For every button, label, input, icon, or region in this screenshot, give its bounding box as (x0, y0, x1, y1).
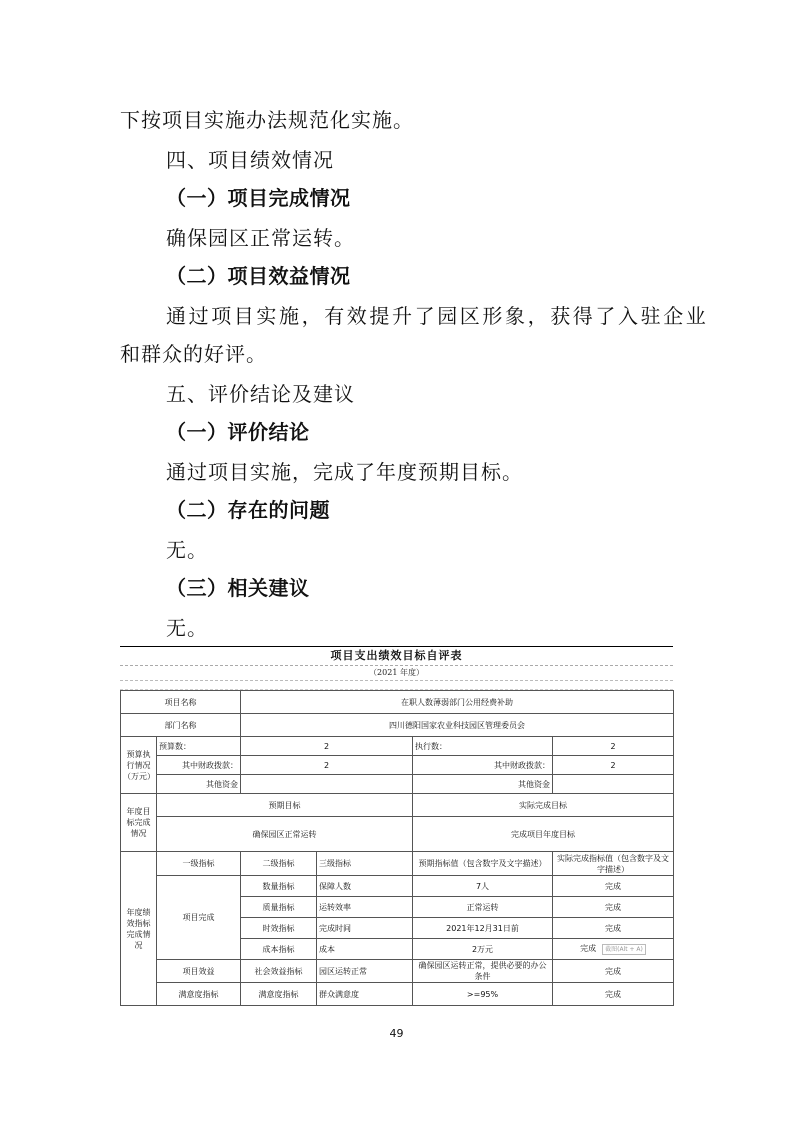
indicator-actual: 完成 (553, 918, 674, 939)
paragraph-suggestions: 无。 (166, 616, 208, 640)
indicator-l3: 保障人数 (317, 876, 413, 897)
paragraph-benefit-line2: 和群众的好评。 (120, 342, 267, 366)
benefit-l3: 园区运转正常 (317, 960, 413, 983)
table-row (121, 756, 674, 775)
other-exec-value (553, 775, 674, 794)
performance-table (120, 690, 674, 1006)
table-title: 项目支出绩效目标自评表 (120, 646, 673, 666)
indicator-l3: 运转效率 (317, 897, 413, 918)
paragraph-problems: 无。 (166, 538, 208, 562)
subheading-suggestions: （三）相关建议 (166, 576, 310, 600)
paragraph-continuation: 下按项目实施办法规范化实施。 (120, 108, 414, 132)
exec-label: 执行数： (413, 737, 553, 756)
table-row (121, 691, 674, 714)
table-row (121, 983, 674, 1006)
paragraph-benefit-line1: 通过项目实施，有效提升了园区形象，获得了入驻企业 (166, 304, 709, 328)
indicator-actual: 完成 (553, 876, 674, 897)
benefit-l1: 项目效益 (157, 960, 241, 983)
other-label: 其他资金 (157, 775, 241, 794)
subheading-conclusion: （一）评价结论 (166, 420, 310, 444)
indicator-section-label: 年度绩效指标完成情况 (121, 852, 157, 1006)
indicator-actual-text: 完成 (580, 944, 597, 953)
indicator-actual (553, 939, 674, 960)
section-heading-5: 五、评价结论及建议 (166, 382, 355, 406)
budget-label: 预算数： (157, 737, 241, 756)
subheading-benefit: （二）项目效益情况 (166, 264, 351, 288)
performance-table-block (120, 646, 673, 1006)
satisfaction-l3: 群众满意度 (317, 983, 413, 1006)
table-row (121, 737, 674, 756)
section-heading-4: 四、项目绩效情况 (166, 148, 334, 172)
indicator-actual: 完成 (553, 897, 674, 918)
project-name-value: 在职人数薄弱部门公用经费补助 (241, 691, 674, 714)
table-row (121, 960, 674, 983)
table-row (121, 775, 674, 794)
indicator-l2: 数量指标 (241, 876, 317, 897)
indicator-l2: 成本指标 (241, 939, 317, 960)
indicator-expected: 2021年12月31日前 (413, 918, 553, 939)
budget-value: 2 (241, 737, 413, 756)
indicator-l2: 时效指标 (241, 918, 317, 939)
paragraph-completion: 确保园区正常运转。 (166, 226, 355, 250)
page-number: 49 (389, 1027, 404, 1040)
other-value (241, 775, 413, 794)
benefit-l2: 社会效益指标 (241, 960, 317, 983)
fiscal-exec-value: 2 (553, 756, 674, 775)
indicator-l3: 成本 (317, 939, 413, 960)
subheading-problems: （二）存在的问题 (166, 498, 330, 522)
satisfaction-l2: 满意度指标 (241, 983, 317, 1006)
project-completion-label: 项目完成 (157, 876, 241, 960)
fiscal-label: 其中财政拨款： (157, 756, 241, 775)
satisfaction-l1: 满意度指标 (157, 983, 241, 1006)
expected-goal-header: 预期目标 (157, 794, 413, 817)
fiscal-exec-label: 其中财政拨款： (413, 756, 553, 775)
paragraph-conclusion: 通过项目实施，完成了年度预期目标。 (166, 460, 523, 484)
actual-goal-header: 实际完成目标 (413, 794, 674, 817)
table-gap (120, 681, 673, 690)
fiscal-value: 2 (241, 756, 413, 775)
table-row (121, 817, 674, 852)
expected-goal-value: 确保园区正常运转 (157, 817, 413, 852)
satisfaction-expected: >=95% (413, 983, 553, 1006)
indicator-expected: 正常运转 (413, 897, 553, 918)
screenshot-tooltip: 截图(Alt + A) (602, 944, 646, 955)
header-actual: 实际完成指标值（包含数字及文字描述） (553, 852, 674, 876)
table-year: （2021 年度） (120, 666, 673, 681)
header-expected: 预期指标值（包含数字及文字描述） (413, 852, 553, 876)
indicator-expected: 2万元 (413, 939, 553, 960)
indicator-l3: 完成时间 (317, 918, 413, 939)
header-level2: 二级指标 (241, 852, 317, 876)
header-level1: 一级指标 (157, 852, 241, 876)
dept-label: 部门名称 (121, 714, 241, 737)
satisfaction-actual: 完成 (553, 983, 674, 1006)
benefit-expected: 确保园区运转正常，提供必要的办公条件 (413, 960, 553, 983)
indicator-l2: 质量指标 (241, 897, 317, 918)
annual-goal-section-label: 年度目标完成情况 (121, 794, 157, 852)
budget-section-label: 预算执行情况（万元） (121, 737, 157, 794)
table-row (121, 852, 674, 876)
indicator-expected: 7人 (413, 876, 553, 897)
header-level3: 三级指标 (317, 852, 413, 876)
dept-value: 四川德阳国家农业科技园区管理委员会 (241, 714, 674, 737)
benefit-actual: 完成 (553, 960, 674, 983)
actual-goal-value: 完成项目年度目标 (413, 817, 674, 852)
exec-value: 2 (553, 737, 674, 756)
table-row (121, 714, 674, 737)
subheading-completion: （一）项目完成情况 (166, 186, 351, 210)
project-name-label: 项目名称 (121, 691, 241, 714)
table-row (121, 876, 674, 897)
other-exec-label: 其他资金 (413, 775, 553, 794)
table-row (121, 794, 674, 817)
